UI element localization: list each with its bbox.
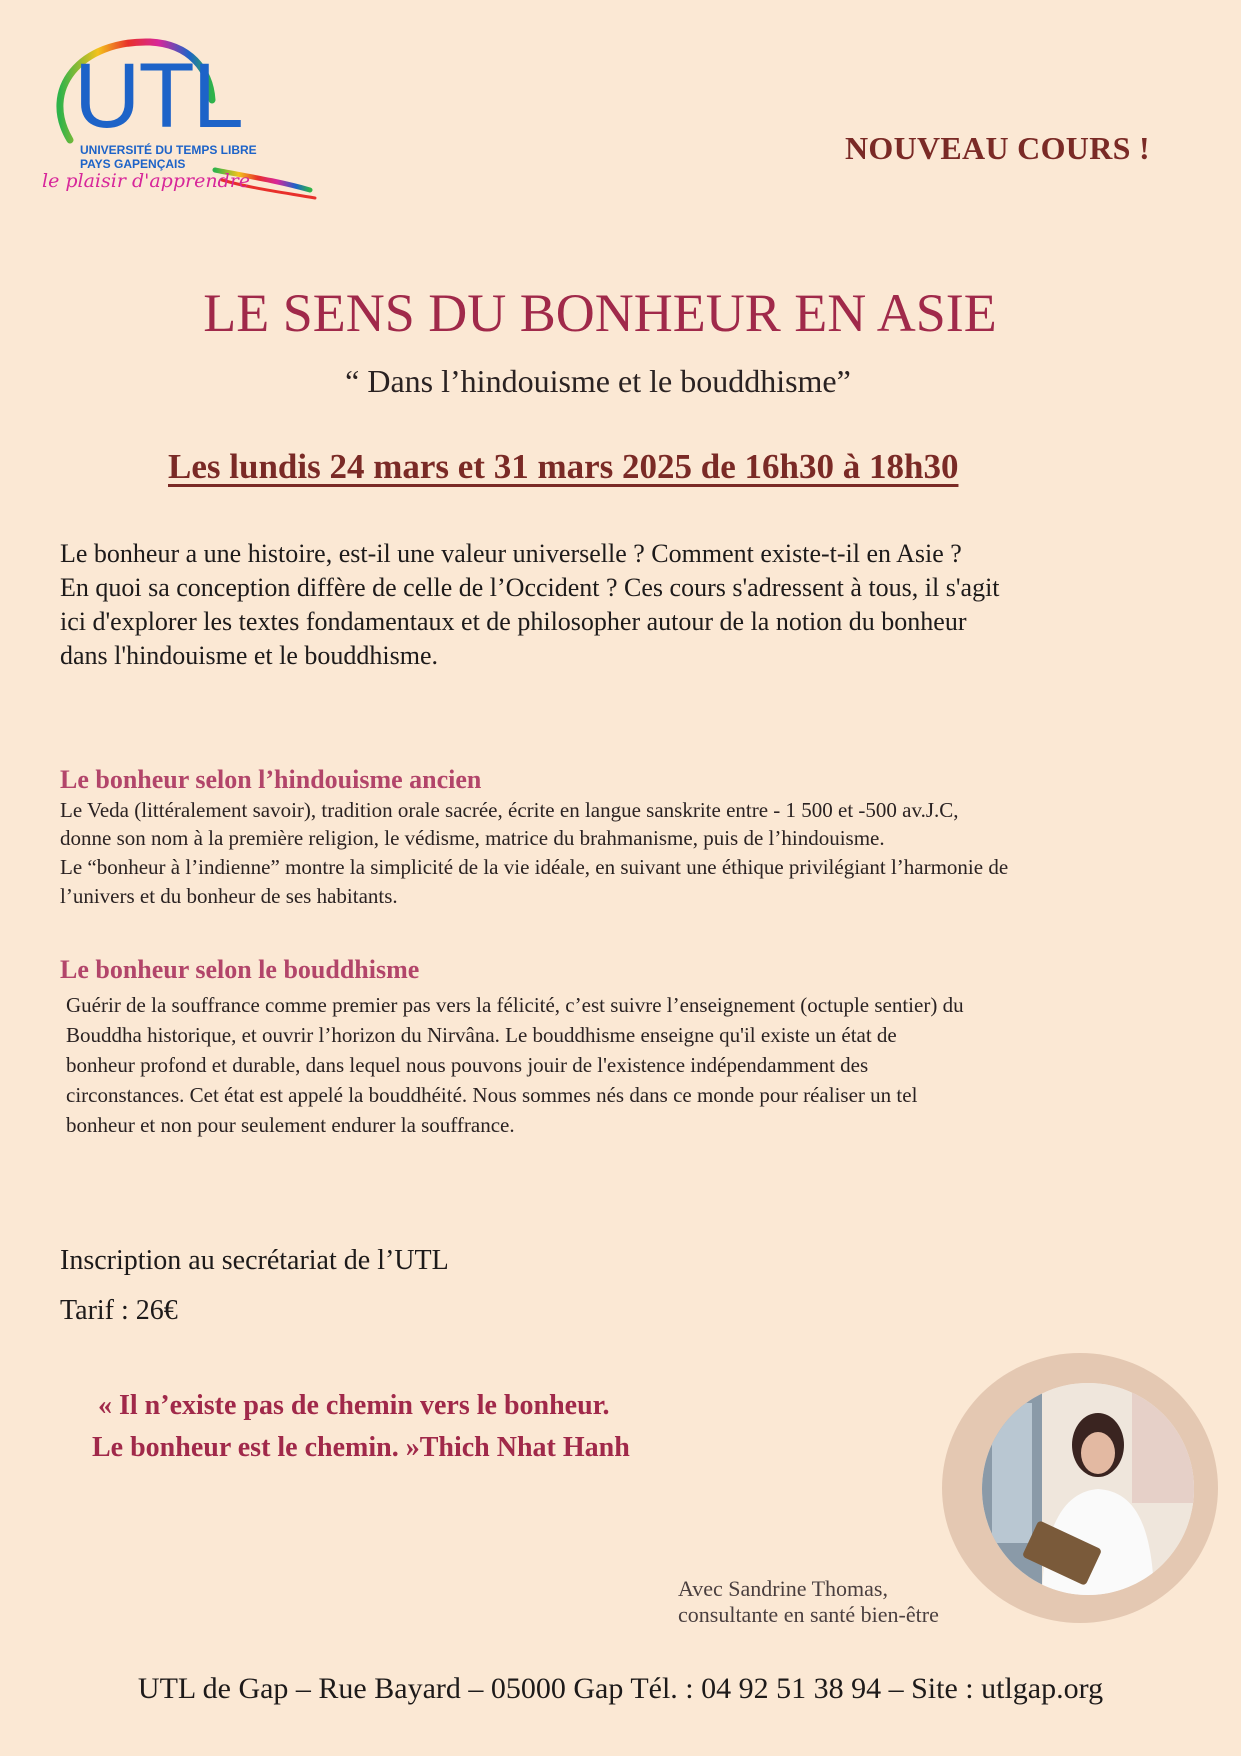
- speaker-caption: Avec Sandrine Thomas,: [678, 1576, 888, 1601]
- portrait-image-icon: [982, 1383, 1194, 1595]
- utl-logo: [40, 30, 325, 205]
- intro-line: En quoi sa conception diffère de celle de l’Occident ? Ces cours s'adressent à tous, il s'agit: [60, 573, 1000, 602]
- section-heading-buddhism: Le bonheur selon le bouddhisme: [60, 955, 420, 984]
- section-line: Le “bonheur à l’indienne” montre la simplicité de la vie idéale, en suivant une éthique privilégiant l’harmonie de: [60, 855, 1009, 879]
- intro-line: dans l'hindouisme et le bouddhisme.: [60, 641, 439, 670]
- price-info: Tarif : 26€: [60, 1295, 178, 1326]
- course-dates: Les lundis 24 mars et 31 mars 2025 de 16h30 à 18h30: [168, 447, 959, 486]
- quote-line: « Il n’existe pas de chemin vers le bonheur.: [98, 1390, 610, 1421]
- section-line: Guérir de la souffrance comme premier pas vers la félicité, c’est suivre l’enseignement (octuple sentier) du: [66, 993, 964, 1017]
- intro-line: ici d'explorer les textes fondamentaux et de philosopher autour de la notion du bonheur: [60, 607, 967, 636]
- inscription-info: Inscription au secrétariat de l’UTL: [60, 1245, 449, 1276]
- logo-line-2: PAYS GAPENÇAIS: [80, 157, 186, 171]
- section-line: l’univers et du bonheur de ses habitants.: [60, 884, 398, 908]
- section-line: donne son nom à la première religion, le védisme, matrice du brahmanisme, puis de l’hindouisme.: [60, 826, 885, 850]
- footer-contact: UTL de Gap – Rue Bayard – 05000 Gap Tél. : 04 92 51 38 94 – Site : utlgap.org: [137, 1672, 1104, 1705]
- page-title: LE SENS DU BONHEUR EN ASIE: [203, 283, 997, 343]
- speaker-caption: consultante en santé bien-être: [678, 1602, 939, 1627]
- logo-tagline: le plaisir d'apprendre: [42, 170, 251, 192]
- page-subtitle: “ Dans l’hindouisme et le bouddhisme”: [345, 363, 851, 399]
- section-line: bonheur profond et durable, dans lequel nous pouvons jouir de l'existence indépendamment des: [66, 1053, 869, 1077]
- section-line: Le Veda (littéralement savoir), tradition orale sacrée, écrite en langue sanskrite entre - 1 500 et -500 av.J.C,: [60, 798, 959, 822]
- intro-line: Le bonheur a une histoire, est-il une valeur universelle ? Comment existe-t-il en Asie ?: [60, 539, 962, 568]
- section-line: circonstances. Cet état est appelé la bouddhéité. Nous sommes nés dans ce monde pour réaliser un tel: [66, 1083, 918, 1107]
- new-course-badge: NOUVEAU COURS !: [845, 130, 1150, 166]
- quote-line: Le bonheur est le chemin. »Thich Nhat Hanh: [92, 1432, 630, 1463]
- section-line: bonheur et non pour seulement endurer la souffrance.: [66, 1113, 515, 1137]
- section-line: Bouddha historique, et ouvrir l’horizon du Nirvâna. Le bouddhisme enseigne qu'il existe un état de: [66, 1023, 897, 1047]
- logo-acronym: UTL: [74, 45, 242, 147]
- logo-line-1: UNIVERSITÉ DU TEMPS LIBRE: [80, 143, 257, 157]
- section-heading-hinduism: Le bonheur selon l’hindouisme ancien: [60, 765, 482, 794]
- portrait-photo: [982, 1383, 1194, 1595]
